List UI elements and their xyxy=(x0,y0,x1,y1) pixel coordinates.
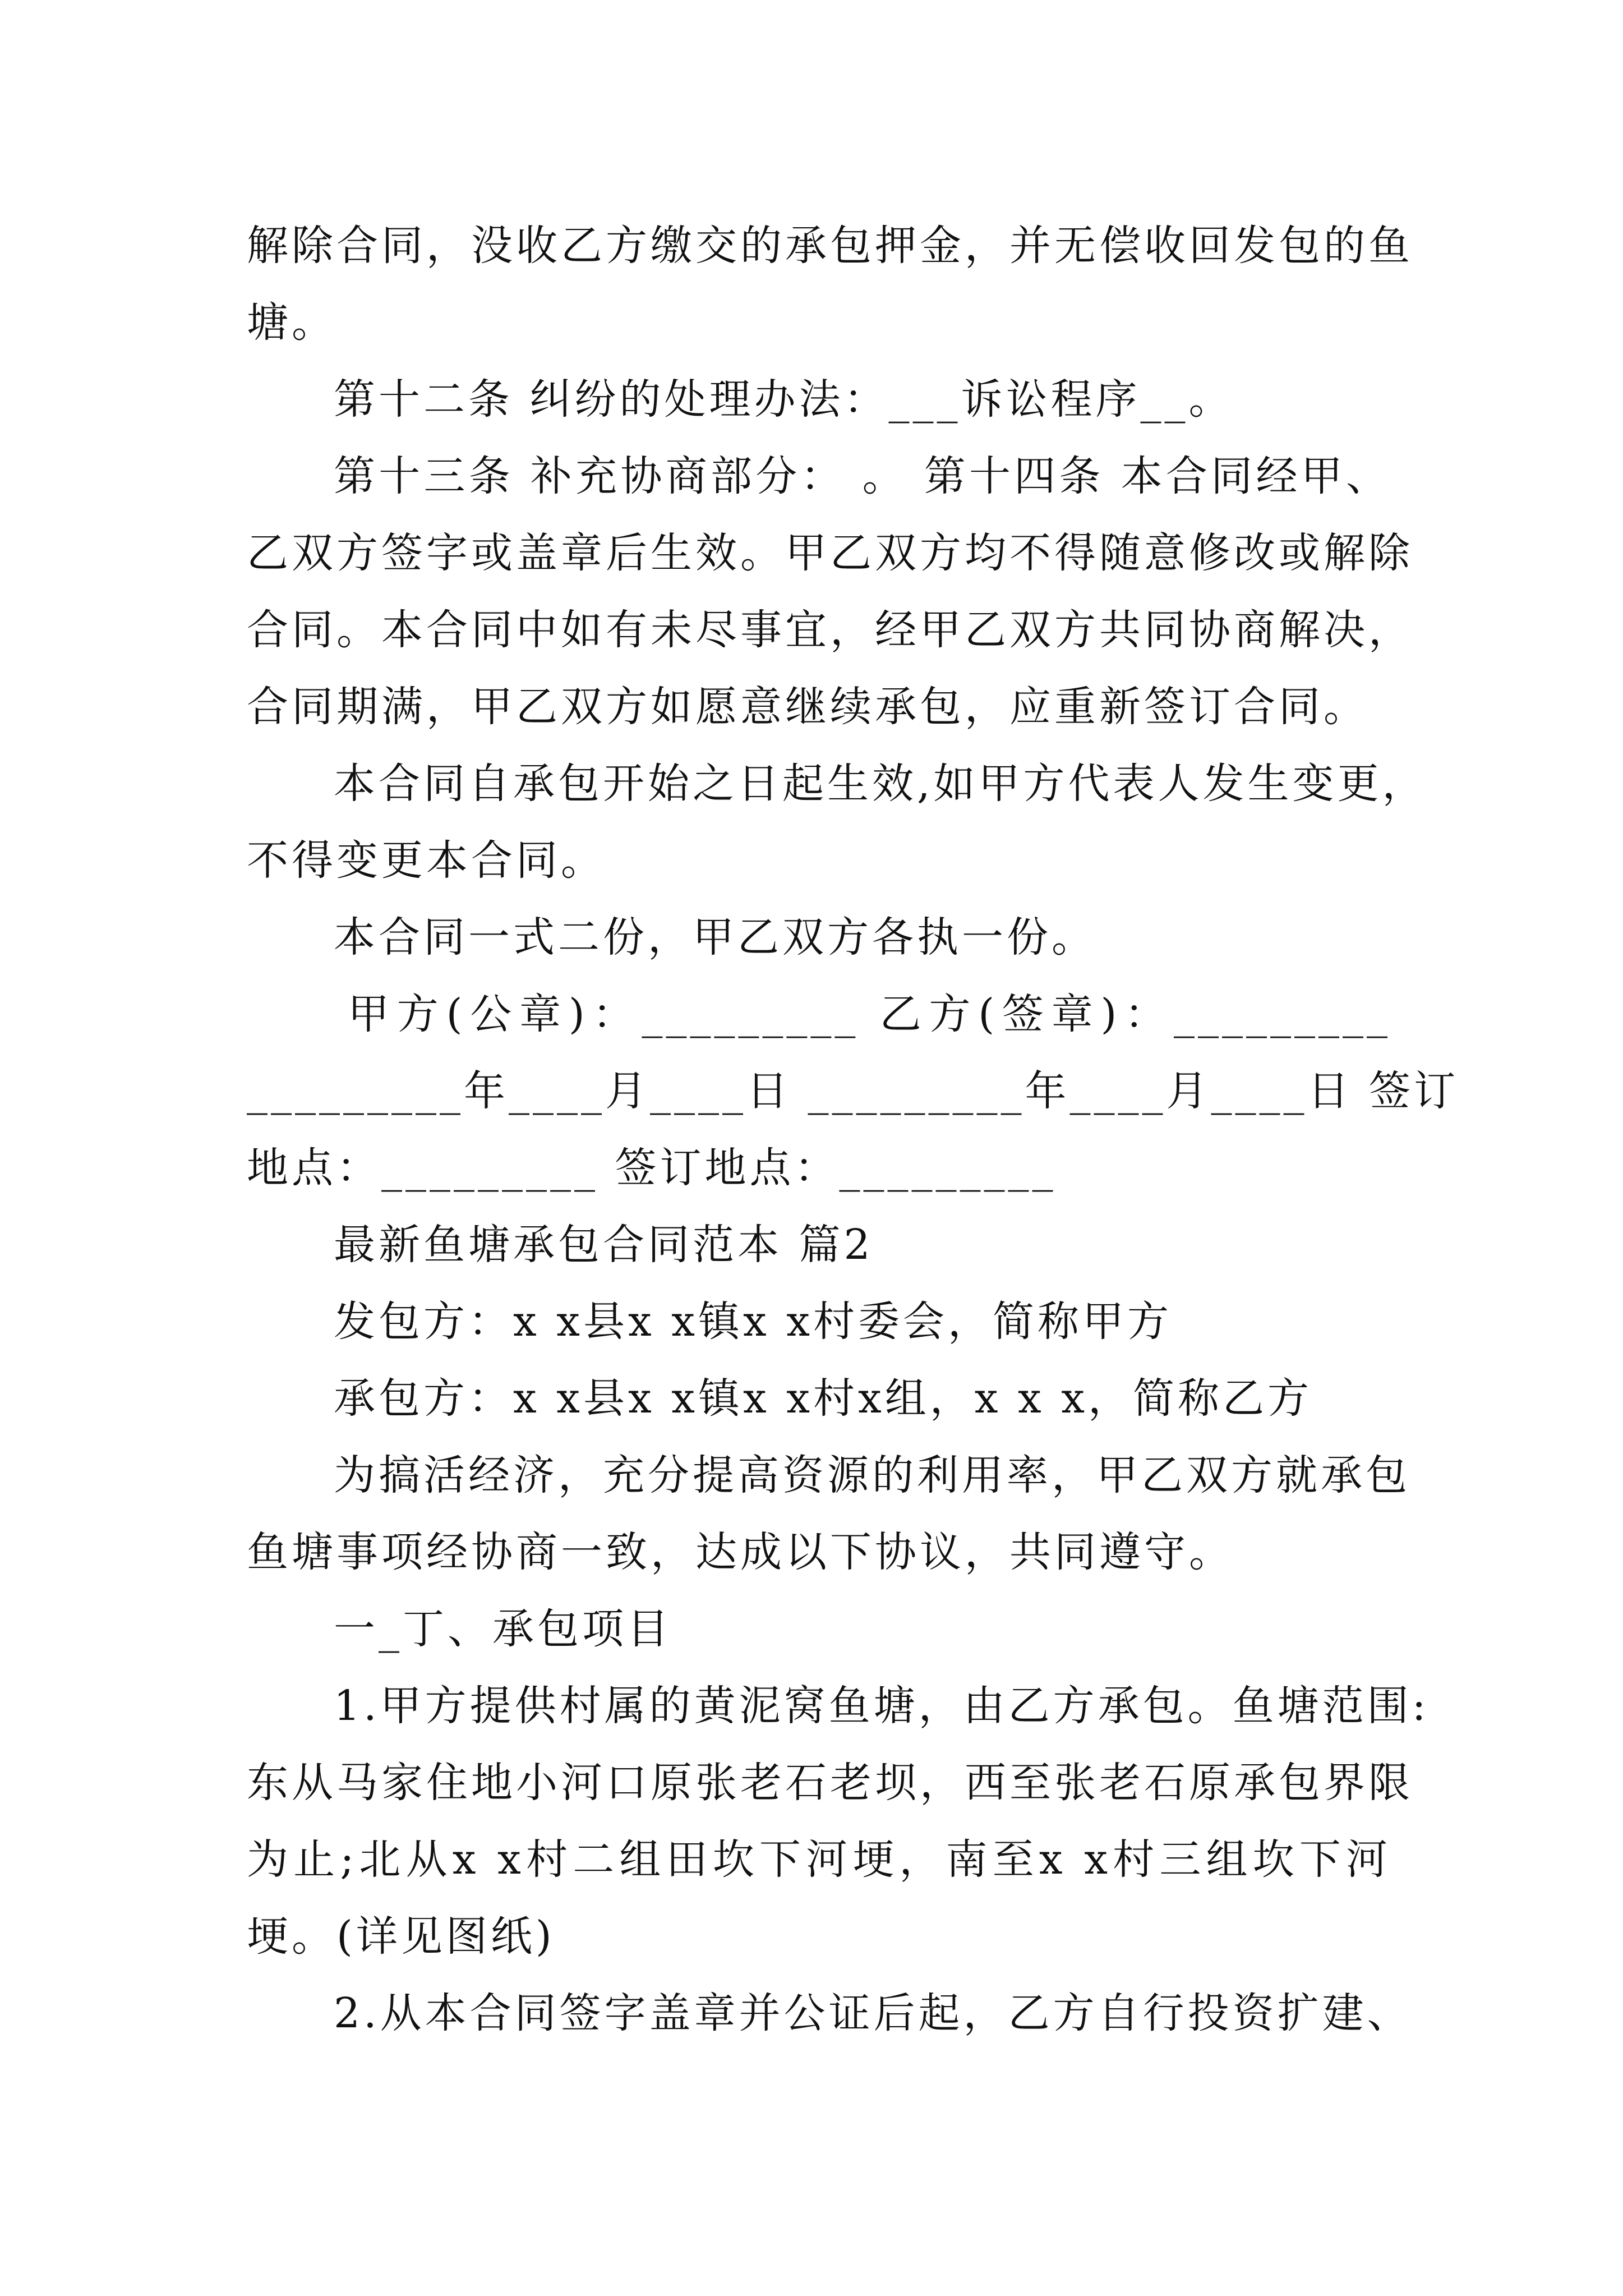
text-line: 发包方：x x县x x镇x x村委会，简称甲方 xyxy=(334,1297,1172,1346)
text-line: 东从马家住地小河口原张老石老坝，西至张老石原承包界限 xyxy=(247,1759,1413,1807)
text-line: 合同。本合同中如有未尽事宜，经甲乙双方共同协商解决， xyxy=(247,606,1413,654)
location-line: 地点：_________ 签订地点：_________ xyxy=(247,1144,1057,1192)
text-line: 不得变更本合同。 xyxy=(247,836,606,885)
text-line: 为止;北从x x村二组田坎下河埂，南至x x村三组坎下河 xyxy=(247,1835,1391,1884)
text-line: 塘。 xyxy=(247,298,336,347)
text-line: 1.甲方提供村属的黄泥窝鱼塘，由乙方承包。鱼塘范围: xyxy=(334,1682,1430,1730)
text-line: 解除合同，没收乙方缴交的承包押金，并无偿收回发包的鱼 xyxy=(247,222,1413,270)
text-line: 2.从本合同签字盖章并公证后起，乙方自行投资扩建、 xyxy=(334,1989,1412,2037)
text-line: 本合同一式二份，甲乙双方各执一份。 xyxy=(334,913,1096,961)
signature-line: 甲方(公章)：_________ 乙方(签章)：_________ xyxy=(348,990,1391,1038)
text-line: 埂。(详见图纸) xyxy=(247,1912,555,1961)
text-line: 第十三条 补充协商部分： 。 第十四条 本合同经甲、 xyxy=(334,452,1391,500)
text-line: 承包方：x x县x x镇x x村x组，x x x，简称乙方 xyxy=(334,1374,1312,1423)
text-line: 鱼塘事项经协商一致，达成以下协议，共同遵守。 xyxy=(247,1528,1234,1576)
text-line: 合同期满，甲乙双方如愿意继续承包，应重新签订合同。 xyxy=(247,683,1368,731)
date-line: _________年____月____日 _________年____月____日 签订 xyxy=(247,1067,1459,1115)
section-heading: 一_丁、承包项目 xyxy=(334,1605,672,1653)
section-title: 最新鱼塘承包合同范本 篇2 xyxy=(334,1221,874,1269)
text-line: 乙双方签字或盖章后生效。甲乙双方均不得随意修改或解除 xyxy=(247,529,1413,577)
text-line: 本合同自承包开始之日起生效,如甲方代表人发生变更， xyxy=(334,760,1427,808)
text-line: 为搞活经济，充分提高资源的利用率，甲乙双方就承包 xyxy=(334,1451,1410,1499)
document-page xyxy=(247,208,1459,2052)
text-line: 第十二条 纠纷的处理办法：___诉讼程序__。 xyxy=(334,375,1234,424)
